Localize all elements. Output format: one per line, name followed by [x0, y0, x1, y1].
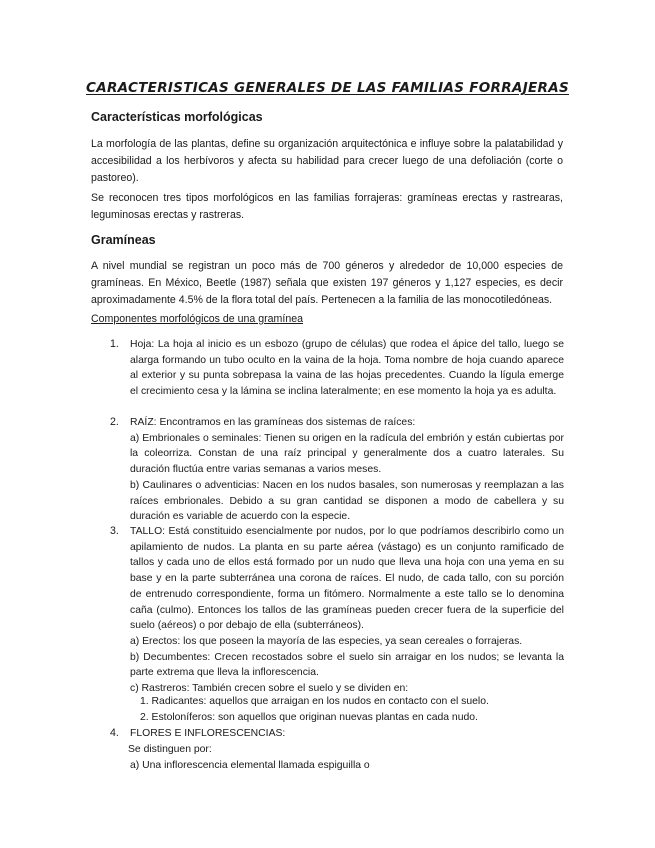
- list-number-3: 3.: [110, 525, 119, 537]
- flores-sub: Se distinguen por:: [128, 744, 212, 755]
- tallo-rastreros: c) Rastreros: También crecen sobre el suelo y se dividen en:: [130, 683, 409, 695]
- raiz-embrionales: a) Embrionales o seminales: Tienen su origen en la radícula del embrión y están cubiertas por la coleorriza. Constan de una raíz principal y generalmente dos a cuatro laterales. Su duración fluctúa entre varias semanas a varios meses.: [130, 432, 564, 476]
- tallo-estoloniferos: 2. Estoloníferos: son aquellos que originan nuevas plantas en cada nudo.: [140, 712, 478, 723]
- flores-espiguilla: a) Una inflorescencia elemental llamada espiguilla o: [130, 760, 370, 771]
- list-item-flores: FLORES E INFLORESCENCIAS:: [130, 728, 286, 739]
- paragraph-gramineas: A nivel mundial se registran un poco más de 700 géneros y alrededor de 10,000 especies de gramíneas. En México, Beetle (1987) señala que existen 197 géneros y 1,127 especies, es decir aproximadamente 4.5% de la flora total del país. Pertenecen a la familia de las monocotiledóneas.: [91, 260, 563, 306]
- tallo-erectos: a) Erectos: los que poseen la mayoría de las especies, ya sean cereales o forrajeras.: [130, 635, 523, 647]
- list-item-tallo: [130, 524, 564, 697]
- tallo-text: TALLO: Está constituido esencialmente por nudos, por lo que podríamos describirlo como un apilamiento de nudos. La planta en su parte aérea (vástago) es un conjunto ramificado de tallos y cada uno de ellos está formado por un nudo que lleva una hoja con una yema en su base y en la parte subterránea una corona de raíces. El nudo, de cada tallo, con su porción de entrenudo correspondiente, forma un fitómero. Normalmente a este tallo se lo denomina caña (culmo). Entonces los tallos de las gramíneas pueden crecer fuera de la superficie del suelo (aéreos) o por debajo de ella (subterráneos).: [130, 526, 564, 632]
- heading-gramineas: Gramíneas: [91, 233, 156, 247]
- subheading-componentes: Componentes morfológicos de una gramínea: [91, 313, 303, 325]
- raiz-caulinares: b) Caulinares o adventicias: Nacen en los nudos basales, son numerosas y reemplazan a las raíces embrionales. Debido a su gran cantidad se disponen a modo de cabellera y su duración es variable de acuerdo con la especie.: [130, 479, 564, 523]
- list-number-2: 2.: [110, 416, 119, 428]
- tallo-radicantes: 1. Radicantes: aquellos que arraigan en los nudos en contacto con el suelo.: [140, 696, 489, 707]
- list-item-hoja: Hoja: La hoja al inicio es un esbozo (grupo de células) que rodea el ápice del tallo, luego se alarga formando un tubo oculto en la vaina de la hoja. Toma nombre de hoja cuando aparece al exterior y su punta sobrepasa la vaina de las hojas precedentes. Cuando la lígula emerge el crecimiento cesa y la lámina se inclina lateralmente; en ese momento la hoja ya es adulta.: [130, 339, 564, 398]
- document-title: CARACTERISTICAS GENERALES DE LAS FAMILIAS FORRAJERAS: [85, 80, 570, 96]
- tallo-decumbentes: b) Decumbentes: Crecen recostados sobre el suelo sin arraigar en los nudos; se levanta la parte extrema que lleva la inflorescencia.: [130, 651, 564, 679]
- paragraph-morfologia: La morfología de las plantas, define su organización arquitectónica e influye sobre la palatabilidad y accesibilidad a los herbívoros y afecta su habilidad para crecer luego de una defoliación (corte o pastoreo).: [91, 138, 563, 184]
- paragraph-tipos: Se reconocen tres tipos morfológicos en las familias forrajeras: gramíneas erectas y rastrearas, leguminosas erectas y rastreras.: [91, 192, 563, 221]
- list-number-1: 1.: [110, 338, 119, 350]
- heading-caracteristicas: Características morfológicas: [91, 110, 263, 124]
- list-number-4: 4.: [110, 727, 119, 739]
- raiz-intro: RAÍZ: Encontramos en las gramíneas dos sistemas de raíces:: [130, 417, 416, 428]
- list-item-raiz: [130, 415, 564, 525]
